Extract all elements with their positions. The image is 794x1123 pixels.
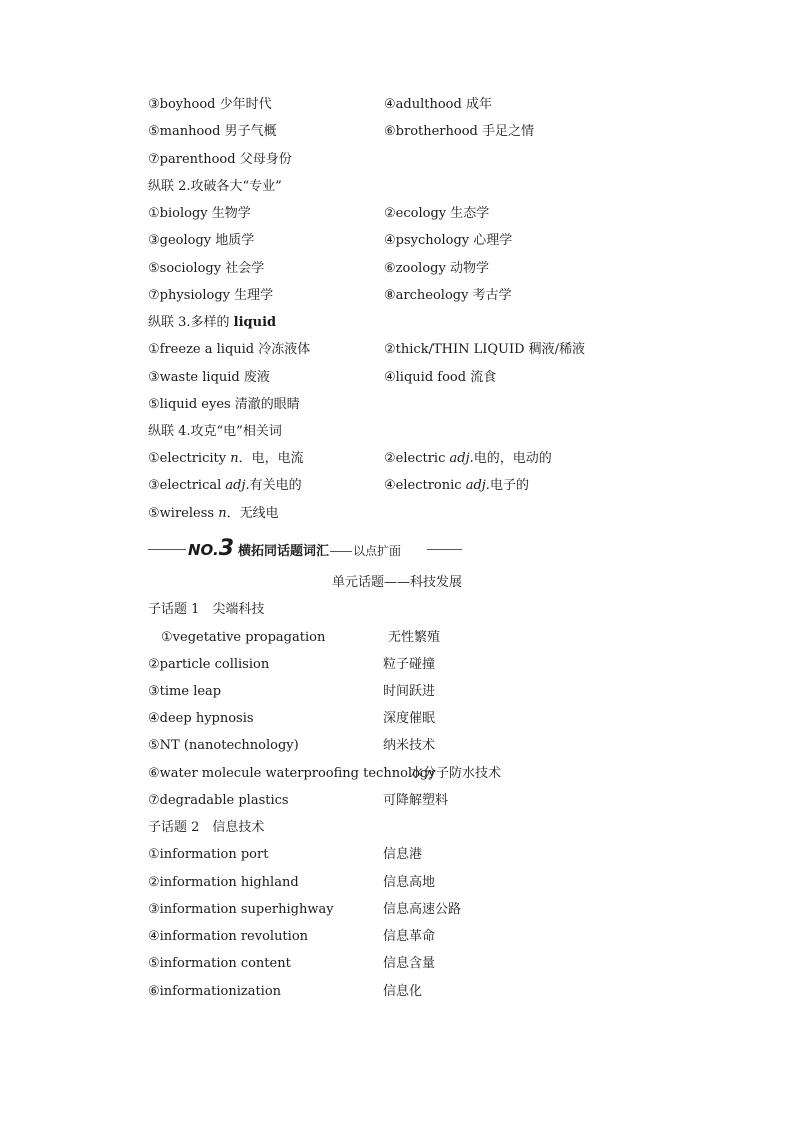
subtopic-heading: 子话题 1 尖端科技 [148, 602, 265, 617]
list-item: ④liquid food 流食 [384, 370, 497, 385]
banner-divider [330, 551, 352, 552]
list-item-translation: 纳米技术 [383, 738, 436, 753]
banner-subtitle: 以点扩面 [353, 544, 402, 558]
list-item: ②information highland [148, 875, 299, 890]
list-item: ⑤NT (nanotechnology) [148, 738, 299, 753]
definition: 电的，电动的 [473, 451, 552, 466]
banner-no: NO. [188, 541, 219, 559]
list-item: ③time leap [148, 684, 222, 699]
term: ②electric [384, 451, 450, 466]
list-item: ④psychology 心理学 [384, 233, 513, 248]
list-item: ⑤liquid eyes 清澈的眼睛 [148, 397, 300, 412]
heading-rule-left [148, 549, 186, 550]
list-item [384, 476, 529, 496]
list-item: ②ecology 生态学 [384, 206, 490, 221]
list-item-translation: 粒子碰撞 [383, 657, 436, 672]
definition: 有关电的 [249, 478, 302, 493]
part-of-speech: adj. [449, 451, 474, 466]
list-item: ⑥zoology 动物学 [384, 261, 489, 276]
section-heading-text: 纵联 3.多样的 [148, 315, 234, 330]
list-item: ①biology 生物学 [148, 206, 251, 221]
list-item-translation: 信息高地 [383, 875, 436, 890]
list-item-translation: 无性繁殖 [388, 630, 441, 645]
unit-title: 单元话题——科技发展 [331, 575, 462, 590]
list-item-translation: 信息港 [383, 847, 423, 862]
list-item: ②particle collision [148, 657, 270, 672]
list-item: ④information revolution [148, 929, 309, 944]
list-item: ①vegetative propagation [161, 630, 326, 645]
list-item: ⑥informationization [148, 984, 282, 999]
list-item [148, 449, 304, 469]
list-item: ③geology 地质学 [148, 233, 255, 248]
part-of-speech: adj. [225, 478, 250, 493]
list-item: ⑤information content [148, 956, 291, 971]
list-item: ⑥brotherhood 手足之情 [384, 124, 535, 139]
term: ①electricity [148, 451, 231, 466]
list-item [148, 504, 279, 524]
list-item: ②thick/THIN LIQUID 稠液/稀液 [384, 342, 586, 357]
list-item: ⑦parenthood 父母身份 [148, 152, 292, 167]
section-heading: 纵联 2.攻破各大“专业” [148, 179, 282, 194]
list-item: ⑧archeology 考古学 [384, 288, 512, 303]
list-item: ⑥water molecule waterproofing technology [148, 766, 436, 781]
list-item-translation: 信息革命 [383, 929, 436, 944]
list-item-translation: 水分子防水技术 [410, 766, 502, 781]
subtopic-heading: 子话题 2 信息技术 [148, 820, 265, 835]
list-item: ⑦degradable plastics [148, 793, 289, 808]
section-heading-keyword: liquid [233, 315, 277, 330]
definition: ．无线电 [226, 506, 279, 521]
list-item-translation: 信息化 [383, 984, 423, 999]
term: ③electrical [148, 478, 226, 493]
part-of-speech: n [218, 506, 227, 521]
section-heading: 纵联 4.攻克“电”相关词 [148, 424, 282, 439]
term: ⑤wireless [148, 506, 219, 521]
list-item: ①information port [148, 847, 269, 862]
list-item: ③waste liquid 废液 [148, 370, 270, 385]
definition: 电子的 [489, 478, 529, 493]
list-item: ⑦physiology 生理学 [148, 288, 274, 303]
list-item: ③boyhood 少年时代 [148, 97, 272, 112]
list-item: ①freeze a liquid 冷冻液体 [148, 342, 311, 357]
list-item [384, 449, 552, 469]
list-item-translation: 可降解塑料 [383, 793, 449, 808]
part-of-speech: n [230, 451, 239, 466]
list-item-translation: 信息含量 [383, 956, 436, 971]
part-of-speech: adj. [465, 478, 490, 493]
section-banner [188, 536, 401, 562]
list-item-translation: 信息高速公路 [383, 902, 462, 917]
list-item: ⑤manhood 男子气概 [148, 124, 277, 139]
list-item: ③information superhighway [148, 902, 334, 917]
list-item: ④deep hypnosis [148, 711, 254, 726]
heading-rule-right [427, 549, 462, 550]
term: ④electronic [384, 478, 466, 493]
list-item: ⑤sociology 社会学 [148, 261, 265, 276]
list-item: ④adulthood 成年 [384, 97, 492, 112]
definition: ．电，电流 [238, 451, 304, 466]
banner-number: 3 [218, 536, 234, 561]
list-item-translation: 时间跃进 [383, 684, 436, 699]
section-heading [148, 313, 276, 333]
list-item-translation: 深度催眠 [383, 711, 436, 726]
list-item [148, 476, 302, 496]
banner-title: 横拓同话题词汇 [238, 544, 330, 559]
